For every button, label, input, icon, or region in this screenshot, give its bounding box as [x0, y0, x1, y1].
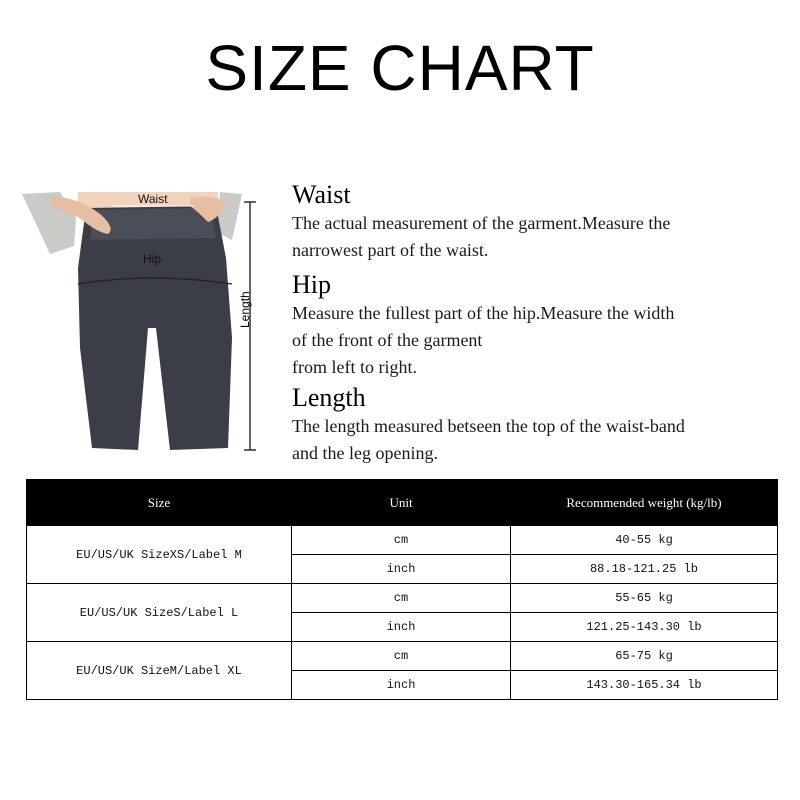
hip-label: Hip	[143, 252, 162, 266]
weight-cell: 121.25-143.30 lb	[511, 613, 778, 642]
size-table	[26, 479, 778, 700]
weight-cell: 143.30-165.34 lb	[511, 671, 778, 700]
weight-cell: 65-75 kg	[511, 642, 778, 671]
length-text-line: The length measured betseen the top of the waist-band	[292, 416, 685, 436]
size-cell: EU/US/UK SizeM/Label XL	[27, 642, 292, 700]
waist-text-line: The actual measurement of the garment.Measure the	[292, 213, 671, 233]
unit-cell: cm	[292, 526, 511, 555]
shorts-illustration	[20, 188, 280, 468]
unit-cell: inch	[292, 671, 511, 700]
hip-text-line: from left to right.	[292, 357, 417, 377]
size-cell: EU/US/UK SizeS/Label L	[27, 584, 292, 642]
page-title: SIZE CHART	[205, 32, 595, 104]
product-image	[20, 188, 280, 468]
size-cell: EU/US/UK SizeXS/Label M	[27, 526, 292, 584]
unit-cell: cm	[292, 642, 511, 671]
waist-label: Waist	[138, 192, 168, 206]
length-label: Length	[238, 291, 252, 328]
table-row	[27, 584, 778, 613]
weight-cell: 88.18-121.25 lb	[511, 555, 778, 584]
header-size: Size	[27, 480, 292, 526]
hip-heading: Hip	[292, 270, 331, 299]
hip-section	[292, 270, 792, 381]
waist-section	[292, 180, 792, 264]
length-text-line: and the leg opening.	[292, 443, 438, 463]
length-heading: Length	[292, 383, 366, 412]
measurement-descriptions	[292, 180, 792, 467]
hip-text-line: Measure the fullest part of the hip.Measure the width	[292, 303, 675, 323]
unit-cell: inch	[292, 555, 511, 584]
header-unit: Unit	[292, 480, 511, 526]
table-row	[27, 642, 778, 671]
length-section	[292, 383, 792, 467]
waist-text-line: narrowest part of the waist.	[292, 240, 489, 260]
unit-cell: cm	[292, 584, 511, 613]
hip-text-line: of the front of the garment	[292, 330, 483, 350]
unit-cell: inch	[292, 613, 511, 642]
table-row	[27, 526, 778, 555]
header-weight: Recommended weight (kg/lb)	[511, 480, 778, 526]
table-header-row	[27, 480, 778, 526]
waist-heading: Waist	[292, 180, 351, 209]
weight-cell: 55-65 kg	[511, 584, 778, 613]
weight-cell: 40-55 kg	[511, 526, 778, 555]
